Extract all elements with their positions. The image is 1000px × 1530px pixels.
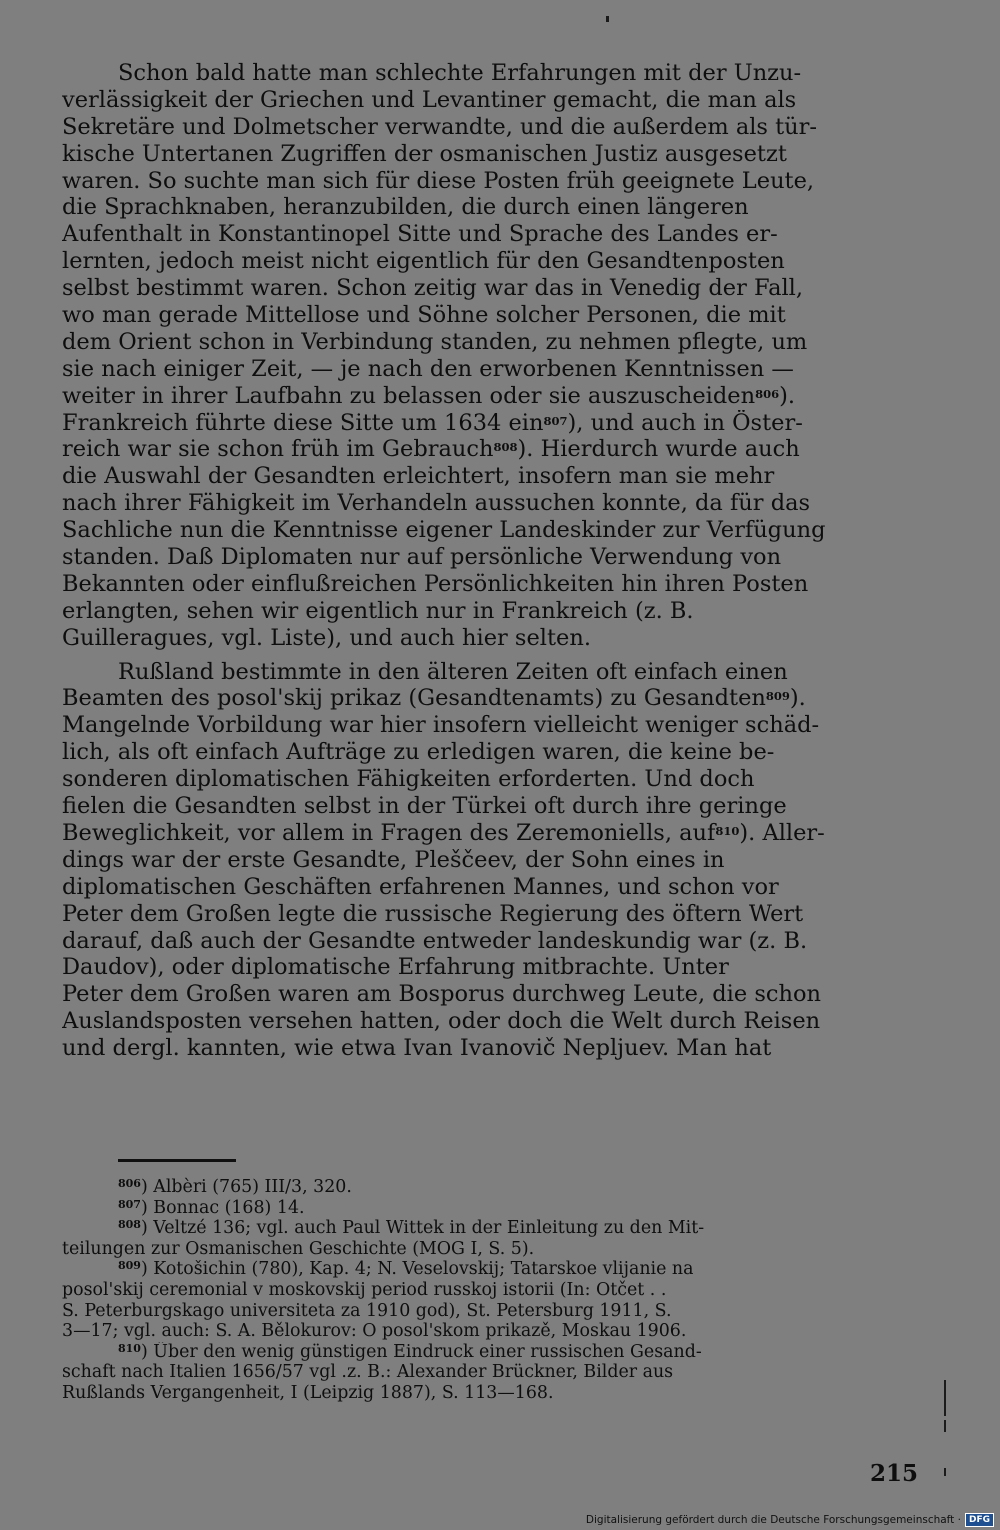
text-line: und dergl. kannten, wie etwa Ivan Ivanovič Nepljuev. Man hat <box>62 1035 772 1062</box>
text-segment: ). Hierdurch wurde auch <box>517 436 800 463</box>
text-line: lich, als oft einfach Aufträge zu erledigen waren, die keine be- <box>62 739 775 766</box>
footnote-ref: 810 <box>715 823 740 838</box>
text-segment: Frankreich führte diese Sitte um 1634 ein <box>62 409 544 436</box>
footnote-text: 3—17; vgl. auch: S. A. Bělokurov: O posol'skom prikazě, Moskau 1906. <box>62 1321 687 1342</box>
text-line: Peter dem Großen legte die russische Regierung des öftern Wert <box>62 900 804 927</box>
footnote-text: posol'skij ceremonial v moskovskij period russkoj istorii (In: Otčet . . <box>62 1279 667 1300</box>
footnote-line <box>62 1301 918 1322</box>
text-line: Aufenthalt in Konstantinopel Sitte und Sprache des Landes er- <box>62 221 778 248</box>
footnote-text: S. Peterburgskago universiteta za 1910 god), St. Petersburg 1911, S. <box>62 1300 672 1321</box>
text-segment: reich war sie schon früh im Gebrauch <box>62 436 494 463</box>
footnote-text: schaft nach Italien 1656/57 vgl .z. B.: Alexander Brückner, Bilder aus <box>62 1362 674 1383</box>
footnote-text: Rußlands Vergangenheit, I (Leipzig 1887), S. 113—168. <box>62 1382 554 1403</box>
footnote-rule <box>118 1159 236 1162</box>
footnote-line <box>62 1321 918 1342</box>
text-segment: ). <box>789 685 806 712</box>
page-number: 215 <box>869 1460 918 1487</box>
footnote-line <box>62 1239 918 1260</box>
footnote-number: 810 <box>118 1341 141 1355</box>
footnote-number: 808 <box>118 1218 141 1232</box>
text-line: fielen die Gesandten selbst in der Türkei oft durch ihre geringe <box>62 793 787 820</box>
text-segment: ), und auch in Öster- <box>567 409 803 436</box>
footnote-line: $^{806}$) Albèri (765) III/3, 320. <box>118 1177 352 1197</box>
footnote-number: 809 <box>118 1259 141 1273</box>
footnotes <box>62 1177 918 1404</box>
text-line: darauf, daß auch der Gesandte entweder landeskundig war (z. B. <box>62 927 808 954</box>
text-line: Guilleragues, vgl. Liste), und auch hier selten. <box>62 624 591 651</box>
text-segment: ). <box>779 382 796 409</box>
funding-credit <box>586 1513 994 1527</box>
text-line: Rußland bestimmte in den älteren Zeiten oft einfach einen <box>118 658 788 685</box>
footnote-text: Kotošichin (780), Kap. 4; N. Veselovskij; Tatarskoe vlijanie na <box>153 1259 694 1280</box>
footnote-line <box>62 1362 918 1383</box>
footnote-ref: 806 <box>755 386 780 401</box>
credit-text: Digitalisierung gefördert durch die Deutsche Forschungsgemeinschaft · <box>585 1514 961 1526</box>
footnote-ref: 807 <box>543 413 568 428</box>
dfg-logo: DFG <box>965 1513 994 1527</box>
text-line: sonderen diplomatischen Fähigkeiten erforderten. Und doch <box>62 766 755 793</box>
margin-mark <box>944 1420 946 1432</box>
main-text <box>62 60 916 1062</box>
text-line: verlässigkeit der Griechen und Levantiner gemacht, die man als <box>62 86 797 113</box>
margin-mark <box>944 1380 946 1416</box>
text-line: dings war der erste Gesandte, Pleščeev, der Sohn eines in <box>62 846 725 873</box>
text-segment: Beamten des posol'skij prikaz (Gesandtenamts) zu Gesandten <box>62 685 766 712</box>
text-line: lernten, jedoch meist nicht eigentlich für den Gesandtenposten <box>62 248 785 275</box>
text-segment: Beweglichkeit, vor allem in Fragen des Zeremoniells, auf <box>62 819 716 846</box>
footnote-text: teilungen zur Osmanischen Geschichte (MOG I, S. 5). <box>62 1238 535 1259</box>
footnote-text: Veltzé 136; vgl. auch Paul Wittek in der Einleitung zu den Mit- <box>153 1218 705 1239</box>
footnote-line <box>62 1383 918 1404</box>
text-line: Schon bald hatte man schlechte Erfahrungen mit der Unzu- <box>118 60 802 86</box>
text-line: Bekannten oder einflußreichen Persönlichkeiten hin ihren Posten <box>62 570 809 597</box>
text-line: Mangelnde Vorbildung war hier insofern vielleicht weniger schäd- <box>62 712 820 739</box>
text-line: Sekretäre und Dolmetscher verwandte, und die außerdem als tür- <box>62 113 818 140</box>
footnote-text: Albèri (765) III/3, 320. <box>153 1177 352 1197</box>
footnote-line: $^{810}$) Über den wenig günstigen Eindruck einer russischen Gesand- <box>118 1341 702 1362</box>
footnote-line <box>62 1280 918 1301</box>
text-line: kische Untertanen Zugriffen der osmanischen Justiz ausgesetzt <box>62 140 787 167</box>
text-line: dem Orient schon in Verbindung standen, zu nehmen pflegte, um <box>62 328 808 355</box>
text-line: sie nach einiger Zeit, — je nach den erworbenen Kenntnissen — <box>62 355 794 382</box>
text-line: die Auswahl der Gesandten erleichtert, insofern man sie mehr <box>62 463 775 490</box>
scan-mark <box>606 16 609 22</box>
text-line <box>62 410 916 437</box>
text-line: nach ihrer Fähigkeit im Verhandeln aussuchen konnte, da für das <box>62 490 811 517</box>
text-line <box>62 436 916 463</box>
text-line: waren. So suchte man sich für diese Posten früh geeignete Leute, <box>62 167 815 194</box>
text-line <box>62 685 916 712</box>
text-line <box>62 820 916 847</box>
text-line: erlangten, sehen wir eigentlich nur in Frankreich (z. B. <box>62 597 694 624</box>
margin-mark <box>944 1468 946 1476</box>
footnote-number: 806 <box>118 1177 141 1190</box>
text-line: Sachliche nun die Kenntnisse eigener Landeskinder zur Verfügung <box>62 517 826 544</box>
text-segment: weiter in ihrer Laufbahn zu belassen oder sie auszuscheiden <box>62 382 756 409</box>
footnote-ref: 808 <box>493 440 518 455</box>
text-line: standen. Daß Diplomaten nur auf persönliche Verwendung von <box>62 544 782 571</box>
footnote-text: Über den wenig günstigen Eindruck einer russischen Gesand- <box>153 1341 702 1362</box>
text-line: selbst bestimmt waren. Schon zeitig war das in Venedig der Fall, <box>62 275 804 302</box>
footnote-line: $^{809}$) Kotošichin (780), Kap. 4; N. Veselovskij; Tatarskoe vlijanie na <box>118 1259 694 1280</box>
text-line: wo man gerade Mittellose und Söhne solcher Personen, die mit <box>62 302 786 329</box>
text-line: die Sprachknaben, heranzubilden, die durch einen längeren <box>62 194 749 221</box>
text-line: Peter dem Großen waren am Bosporus durchweg Leute, die schon <box>62 981 822 1008</box>
text-line: Daudov), oder diplomatische Erfahrung mitbrachte. Unter <box>62 954 729 981</box>
footnote-line: $^{808}$) Veltzé 136; vgl. auch Paul Wittek in der Einleitung zu den Mit- <box>118 1218 705 1239</box>
paragraph <box>62 659 916 1062</box>
text-line: diplomatischen Geschäften erfahrenen Mannes, und schon vor <box>62 873 779 900</box>
text-line: Auslandsposten versehen hatten, oder doch die Welt durch Reisen <box>62 1008 821 1035</box>
footnote-ref: 809 <box>765 689 790 704</box>
text-segment: ). Aller- <box>739 819 825 846</box>
footnote-line: $^{807}$) Bonnac (168) 14. <box>118 1197 305 1218</box>
footnote-text: Bonnac (168) 14. <box>153 1197 305 1218</box>
paragraph <box>62 60 916 652</box>
text-line <box>62 383 916 410</box>
footnote-number: 807 <box>118 1197 141 1211</box>
